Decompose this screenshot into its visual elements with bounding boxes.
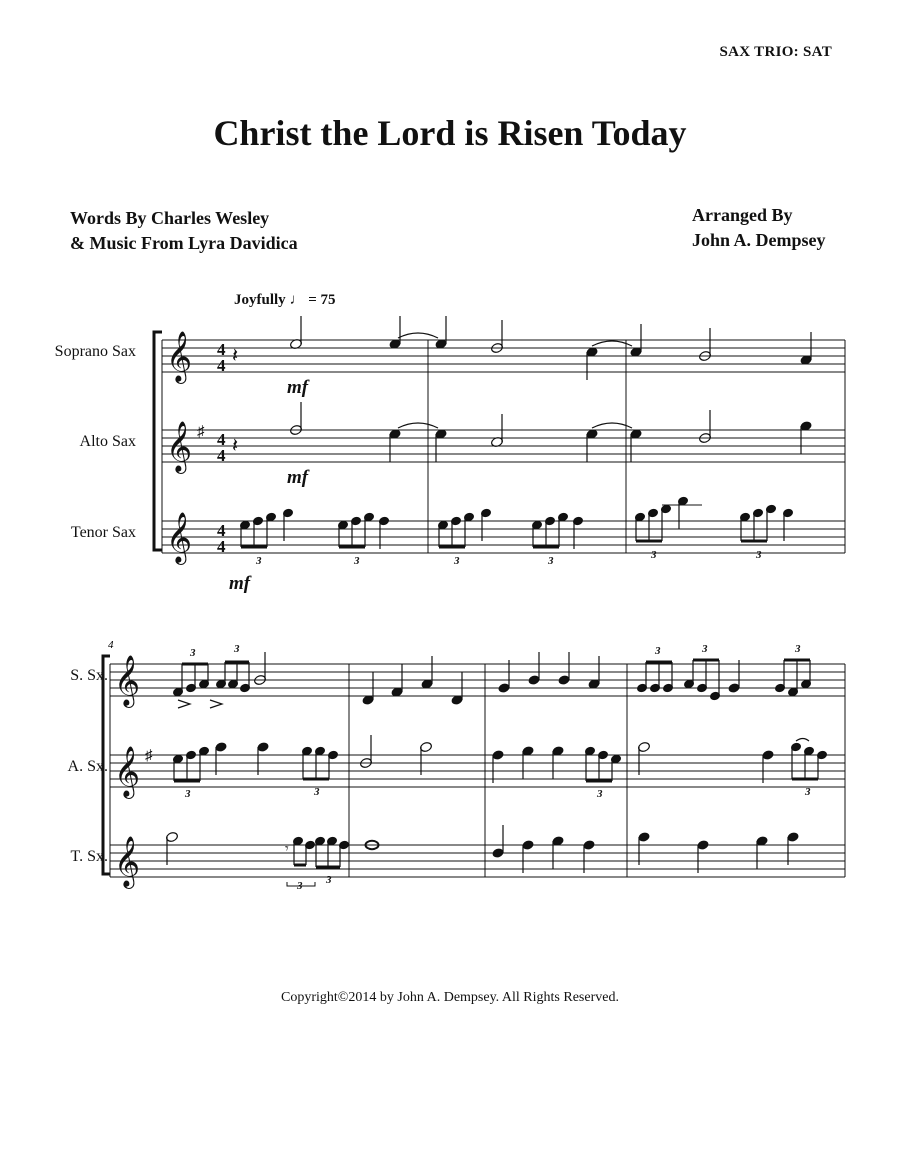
eighth-rest-icon: 𝄾 — [285, 842, 289, 857]
arranger-name: John A. Dempsey — [692, 230, 826, 250]
treble-clef-icon: 𝄞 — [114, 837, 141, 886]
svg-text:3: 3 — [190, 647, 196, 659]
alto-notes-system-1 — [232, 402, 812, 462]
svg-text:3: 3 — [702, 643, 708, 655]
svg-text:4: 4 — [217, 446, 226, 465]
treble-clef-icon: 𝄞 — [114, 747, 141, 796]
svg-text:3: 3 — [655, 645, 661, 657]
svg-text:3: 3 — [548, 555, 554, 567]
composer-credit: & Music From Lyra Davidica — [70, 233, 298, 253]
page-title: Christ the Lord is Risen Today — [213, 113, 687, 153]
svg-text:4: 4 — [217, 537, 226, 556]
svg-text:3: 3 — [256, 555, 262, 567]
svg-text:3: 3 — [297, 880, 303, 892]
svg-text:3: 3 — [454, 555, 460, 567]
svg-text:3: 3 — [354, 555, 360, 567]
quarter-rest-icon: 𝄽 — [232, 345, 239, 367]
svg-text:4: 4 — [217, 356, 226, 375]
instrument-label-soprano-short: S. Sx. — [70, 667, 108, 684]
arranged-label: Arranged By — [692, 205, 793, 225]
svg-text:3: 3 — [234, 643, 240, 655]
treble-clef-icon: 𝄞 — [166, 332, 193, 381]
instrument-label-tenor: Tenor Sax — [70, 524, 136, 541]
copyright-notice: Copyright©2014 by John A. Dempsey. All Rights Reserved. — [281, 990, 619, 1005]
tuplet-labels-system-1 — [255, 549, 762, 567]
sharp-icon: ♯ — [145, 748, 153, 764]
measure-number: 4 — [108, 639, 114, 651]
svg-text:3: 3 — [651, 549, 657, 561]
svg-text:3: 3 — [795, 643, 801, 655]
instrument-label-soprano: Soprano Sax — [54, 343, 136, 360]
dynamic-markings — [229, 377, 310, 594]
svg-text:4: 4 — [217, 340, 226, 359]
tenor-notes-system-1 — [240, 496, 794, 549]
instrument-label-alto-short: A. Sx. — [67, 758, 108, 775]
tempo-value: = 75 — [308, 292, 336, 308]
svg-text:4: 4 — [217, 430, 226, 449]
svg-text:mf: mf — [287, 377, 309, 398]
edition-label: SAX TRIO: SAT — [719, 44, 832, 60]
svg-text:mf: mf — [229, 573, 251, 594]
system-1-staves — [162, 340, 845, 553]
system-1-brace — [154, 332, 162, 550]
quarter-rest-icon: 𝄽 — [232, 435, 239, 457]
time-signatures — [217, 340, 226, 556]
svg-text:3: 3 — [326, 874, 332, 886]
sharp-icon: ♯ — [197, 424, 205, 440]
treble-clef-icon: 𝄞 — [114, 656, 141, 705]
svg-text:4: 4 — [217, 521, 226, 540]
svg-text:3: 3 — [314, 786, 320, 798]
svg-text:3: 3 — [597, 788, 603, 800]
quarter-note-icon: ♩ — [289, 292, 305, 308]
treble-clef-icon: 𝄞 — [166, 422, 193, 471]
alto-notes-system-2 — [173, 735, 828, 783]
svg-text:mf: mf — [287, 467, 309, 488]
instrument-label-tenor-short: T. Sx. — [70, 848, 108, 865]
instrument-label-alto: Alto Sax — [79, 433, 136, 450]
lyricist-credit: Words By Charles Wesley — [70, 208, 270, 228]
system-2-brace — [103, 656, 110, 874]
system-2-staves — [110, 664, 845, 877]
svg-text:3: 3 — [756, 549, 762, 561]
treble-clef-icon: 𝄞 — [166, 513, 193, 562]
svg-text:3: 3 — [805, 786, 811, 798]
tempo-word: Joyfully — [234, 292, 286, 308]
svg-text:3: 3 — [185, 788, 191, 800]
